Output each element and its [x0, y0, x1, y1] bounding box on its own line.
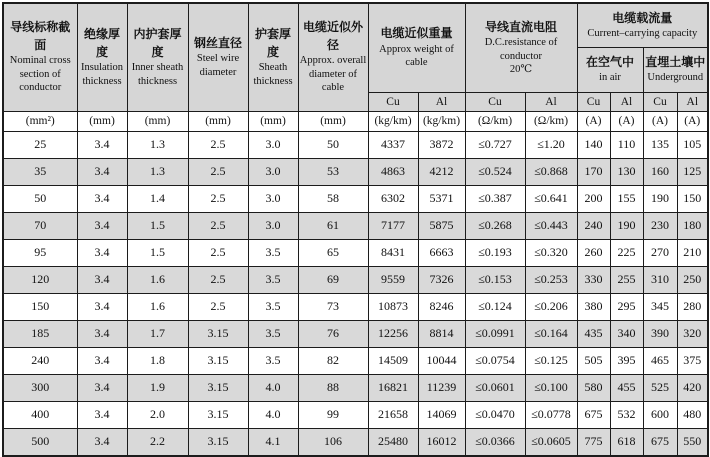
cell: 525 — [643, 374, 677, 401]
cell: ≤0.0778 — [525, 401, 577, 428]
cell: ≤0.0605 — [525, 428, 577, 456]
table-row — [3, 428, 708, 456]
group-header-zh: 电缆近似重量 — [380, 26, 453, 41]
table-row — [3, 320, 708, 347]
cell: 4863 — [368, 158, 418, 185]
subgroup-header-underground — [643, 47, 708, 92]
table-row — [3, 131, 708, 158]
col-header-nominal-cross-section — [3, 3, 77, 111]
cell: 2.5 — [188, 185, 248, 212]
cell: 3.0 — [248, 158, 298, 185]
cell: 480 — [677, 401, 708, 428]
cell: 1.6 — [127, 266, 188, 293]
cell: 7326 — [418, 266, 465, 293]
cell: 25 — [3, 131, 77, 158]
cell: ≤0.0470 — [465, 401, 525, 428]
cell: 7177 — [368, 212, 418, 239]
cell: 420 — [677, 374, 708, 401]
cell: 1.5 — [127, 239, 188, 266]
cell: 435 — [577, 320, 610, 347]
cell: 9559 — [368, 266, 418, 293]
subgroup-header-en: Underground — [647, 72, 704, 84]
cell: 340 — [610, 320, 643, 347]
cell: 3.4 — [77, 185, 127, 212]
cell: 6663 — [418, 239, 465, 266]
table-row — [3, 293, 708, 320]
cell: 170 — [577, 158, 610, 185]
cell: 225 — [610, 239, 643, 266]
cell: ≤1.20 — [525, 131, 577, 158]
cell: 3.15 — [188, 374, 248, 401]
cell: 95 — [3, 239, 77, 266]
cell: 675 — [643, 428, 677, 456]
cell: 345 — [643, 293, 677, 320]
cell: 465 — [643, 347, 677, 374]
material-header-cu: Cu — [577, 92, 610, 111]
col-header-zh: 钢丝直径 — [193, 35, 242, 50]
cell: 125 — [677, 158, 708, 185]
cell: 775 — [577, 428, 610, 456]
cell: 210 — [677, 239, 708, 266]
unit-header: (A) — [677, 111, 708, 131]
cell: 395 — [610, 347, 643, 374]
unit-header: (mm) — [298, 111, 368, 131]
cell: ≤0.524 — [465, 158, 525, 185]
cell: 88 — [298, 374, 368, 401]
cell: 3.5 — [248, 347, 298, 374]
cell: 1.8 — [127, 347, 188, 374]
col-header-en: Inner sheath thickness — [131, 62, 184, 87]
cell: 3.4 — [77, 428, 127, 456]
cell: 3.4 — [77, 374, 127, 401]
cell: 375 — [677, 347, 708, 374]
material-header-cu: Cu — [465, 92, 525, 111]
cell: 82 — [298, 347, 368, 374]
cell: 8814 — [418, 320, 465, 347]
col-header-en: Insulation thickness — [81, 62, 123, 87]
cell: 130 — [610, 158, 643, 185]
unit-header: (A) — [577, 111, 610, 131]
cell: 2.5 — [188, 239, 248, 266]
group-header-zh: 电缆载流量 — [612, 10, 673, 25]
cell: 106 — [298, 428, 368, 456]
col-header-sheath-thickness — [248, 3, 298, 111]
cell: 4.1 — [248, 428, 298, 456]
cell: 10873 — [368, 293, 418, 320]
cell: ≤0.0754 — [465, 347, 525, 374]
cell: 3.5 — [248, 320, 298, 347]
cell: 500 — [3, 428, 77, 456]
group-header-temp: 20℃ — [509, 64, 533, 76]
cell: 600 — [643, 401, 677, 428]
cell: 3.4 — [77, 158, 127, 185]
group-header-current-capacity — [577, 3, 708, 47]
cell: 1.5 — [127, 212, 188, 239]
cell: 14069 — [418, 401, 465, 428]
subgroup-header-en: in air — [599, 72, 621, 84]
cell: 255 — [610, 266, 643, 293]
cell: 65 — [298, 239, 368, 266]
cell: 16012 — [418, 428, 465, 456]
cell: ≤0.253 — [525, 266, 577, 293]
cell: 3.15 — [188, 401, 248, 428]
table-row — [3, 347, 708, 374]
cell: 1.3 — [127, 131, 188, 158]
cell: 5371 — [418, 185, 465, 212]
cell: 4.0 — [248, 374, 298, 401]
table-row — [3, 239, 708, 266]
cell: 3.15 — [188, 428, 248, 456]
cell: 200 — [577, 185, 610, 212]
cell: 3.15 — [188, 347, 248, 374]
cell: 69 — [298, 266, 368, 293]
cell: 8431 — [368, 239, 418, 266]
cell: 3.4 — [77, 347, 127, 374]
cell: 230 — [643, 212, 677, 239]
cell: 16821 — [368, 374, 418, 401]
cell: 3.4 — [77, 266, 127, 293]
unit-header: (mm²) — [3, 111, 77, 131]
cell: 3.0 — [248, 131, 298, 158]
table-row — [3, 266, 708, 293]
cell: 4337 — [368, 131, 418, 158]
cell: ≤0.387 — [465, 185, 525, 212]
cell: 260 — [577, 239, 610, 266]
table-row — [3, 158, 708, 185]
cell: 300 — [3, 374, 77, 401]
cell: 3.4 — [77, 320, 127, 347]
cell: 50 — [298, 131, 368, 158]
subgroup-header-zh: 直埋土壤中 — [645, 54, 706, 69]
cell: 2.5 — [188, 293, 248, 320]
col-header-zh: 绝缘厚度 — [83, 27, 120, 59]
unit-header: (Ω/km) — [525, 111, 577, 131]
unit-header: (mm) — [127, 111, 188, 131]
cell: ≤0.193 — [465, 239, 525, 266]
col-header-en: Sheath thickness — [253, 62, 293, 87]
cell: 3.15 — [188, 320, 248, 347]
subgroup-header-zh: 在空气中 — [585, 54, 634, 69]
cell: 12256 — [368, 320, 418, 347]
cell: 1.9 — [127, 374, 188, 401]
cell: 8246 — [418, 293, 465, 320]
cell: ≤0.868 — [525, 158, 577, 185]
cell: 3.5 — [248, 266, 298, 293]
cell: ≤0.641 — [525, 185, 577, 212]
material-header-al: Al — [418, 92, 465, 111]
cell: 185 — [3, 320, 77, 347]
material-header-al: Al — [610, 92, 643, 111]
cell: 280 — [677, 293, 708, 320]
cell: 3.0 — [248, 185, 298, 212]
cell: 120 — [3, 266, 77, 293]
cell: 1.4 — [127, 185, 188, 212]
cell: 4212 — [418, 158, 465, 185]
group-header-zh: 导线直流电阻 — [484, 19, 557, 34]
cell: 180 — [677, 212, 708, 239]
cell: ≤0.0601 — [465, 374, 525, 401]
unit-header: (kg/km) — [368, 111, 418, 131]
cell: 675 — [577, 401, 610, 428]
cell: 1.7 — [127, 320, 188, 347]
col-header-zh: 内护套厚度 — [133, 27, 182, 59]
cell: 21658 — [368, 401, 418, 428]
cell: ≤0.164 — [525, 320, 577, 347]
cell: 295 — [610, 293, 643, 320]
cell: ≤0.443 — [525, 212, 577, 239]
unit-header: (mm) — [77, 111, 127, 131]
cell: 380 — [577, 293, 610, 320]
cell: 2.5 — [188, 266, 248, 293]
table-row — [3, 374, 708, 401]
cell: 505 — [577, 347, 610, 374]
cell: 3.4 — [77, 131, 127, 158]
col-header-steel-wire-diameter — [188, 3, 248, 111]
cell: 240 — [577, 212, 610, 239]
cell: 11239 — [418, 374, 465, 401]
cell: 99 — [298, 401, 368, 428]
cell: 58 — [298, 185, 368, 212]
cell: 1.3 — [127, 158, 188, 185]
cell: 310 — [643, 266, 677, 293]
cell: 3.4 — [77, 239, 127, 266]
cell: 3.0 — [248, 212, 298, 239]
unit-header: (A) — [643, 111, 677, 131]
table-row — [3, 212, 708, 239]
cell: 25480 — [368, 428, 418, 456]
cell: ≤0.0366 — [465, 428, 525, 456]
col-header-en: Nominal cross section of conductor — [9, 55, 71, 94]
cell: 2.5 — [188, 212, 248, 239]
cell: 532 — [610, 401, 643, 428]
cell: 270 — [643, 239, 677, 266]
material-header-cu: Cu — [643, 92, 677, 111]
col-header-en: Approx. overall diameter of cable — [299, 55, 367, 94]
cell: 320 — [677, 320, 708, 347]
cell: ≤0.268 — [465, 212, 525, 239]
col-header-zh: 导线标称截面 — [10, 20, 71, 52]
material-header-cu: Cu — [368, 92, 418, 111]
cell: 155 — [610, 185, 643, 212]
table-row — [3, 401, 708, 428]
table-header — [3, 3, 708, 131]
cell: 105 — [677, 131, 708, 158]
unit-header: (mm) — [248, 111, 298, 131]
cell: ≤0.125 — [525, 347, 577, 374]
cell: 3.5 — [248, 293, 298, 320]
cell: 2.0 — [127, 401, 188, 428]
cell: 70 — [3, 212, 77, 239]
cell: 135 — [643, 131, 677, 158]
cell: 550 — [677, 428, 708, 456]
cell: 240 — [3, 347, 77, 374]
cell: 3872 — [418, 131, 465, 158]
group-header-weight — [368, 3, 465, 92]
cell: ≤0.100 — [525, 374, 577, 401]
cell: 14509 — [368, 347, 418, 374]
cell: 2.5 — [188, 158, 248, 185]
cell: 10044 — [418, 347, 465, 374]
group-header-en: Approx weight of cable — [379, 43, 454, 69]
header-row-groups — [3, 3, 708, 47]
group-header-en: D.C.resistance of conductor — [484, 36, 558, 62]
cell: 53 — [298, 158, 368, 185]
cell: 3.4 — [77, 293, 127, 320]
cable-spec-table — [2, 2, 709, 457]
cell: 3.4 — [77, 401, 127, 428]
unit-header: (kg/km) — [418, 111, 465, 131]
cell: 3.4 — [77, 212, 127, 239]
cell: 190 — [610, 212, 643, 239]
cell: 61 — [298, 212, 368, 239]
cell: 50 — [3, 185, 77, 212]
col-header-zh: 护套厚度 — [254, 27, 291, 59]
table-row — [3, 185, 708, 212]
table-body — [3, 131, 708, 456]
cell: 400 — [3, 401, 77, 428]
cell: 4.0 — [248, 401, 298, 428]
cell: ≤0.320 — [525, 239, 577, 266]
group-header-dc-resistance — [465, 3, 577, 92]
cell: 2.2 — [127, 428, 188, 456]
cell: 250 — [677, 266, 708, 293]
cell: 330 — [577, 266, 610, 293]
cell: 1.6 — [127, 293, 188, 320]
material-header-al: Al — [677, 92, 708, 111]
cell: ≤0.727 — [465, 131, 525, 158]
cell: 140 — [577, 131, 610, 158]
cell: 110 — [610, 131, 643, 158]
unit-header: (Ω/km) — [465, 111, 525, 131]
cell: 5875 — [418, 212, 465, 239]
cell: 2.5 — [188, 131, 248, 158]
cell: ≤0.153 — [465, 266, 525, 293]
cell: 160 — [643, 158, 677, 185]
cell: 150 — [3, 293, 77, 320]
cell: 190 — [643, 185, 677, 212]
cell: 390 — [643, 320, 677, 347]
cell: ≤0.206 — [525, 293, 577, 320]
col-header-en: Steel wire diameter — [196, 53, 240, 78]
col-header-overall-diameter — [298, 3, 368, 111]
cell: 455 — [610, 374, 643, 401]
col-header-inner-sheath-thickness — [127, 3, 188, 111]
unit-header: (A) — [610, 111, 643, 131]
col-header-zh: 电缆近似外径 — [302, 20, 363, 52]
cell: 580 — [577, 374, 610, 401]
cell: ≤0.0991 — [465, 320, 525, 347]
col-header-insulation-thickness — [77, 3, 127, 111]
cell: 35 — [3, 158, 77, 185]
header-row-units — [3, 111, 708, 131]
material-header-al: Al — [525, 92, 577, 111]
cell: ≤0.124 — [465, 293, 525, 320]
group-header-en: Current–carrying capacity — [587, 28, 698, 40]
cell: 73 — [298, 293, 368, 320]
cell: 3.5 — [248, 239, 298, 266]
cell: 76 — [298, 320, 368, 347]
cell: 618 — [610, 428, 643, 456]
subgroup-header-in-air — [577, 47, 643, 92]
unit-header: (mm) — [188, 111, 248, 131]
cell: 150 — [677, 185, 708, 212]
cell: 6302 — [368, 185, 418, 212]
